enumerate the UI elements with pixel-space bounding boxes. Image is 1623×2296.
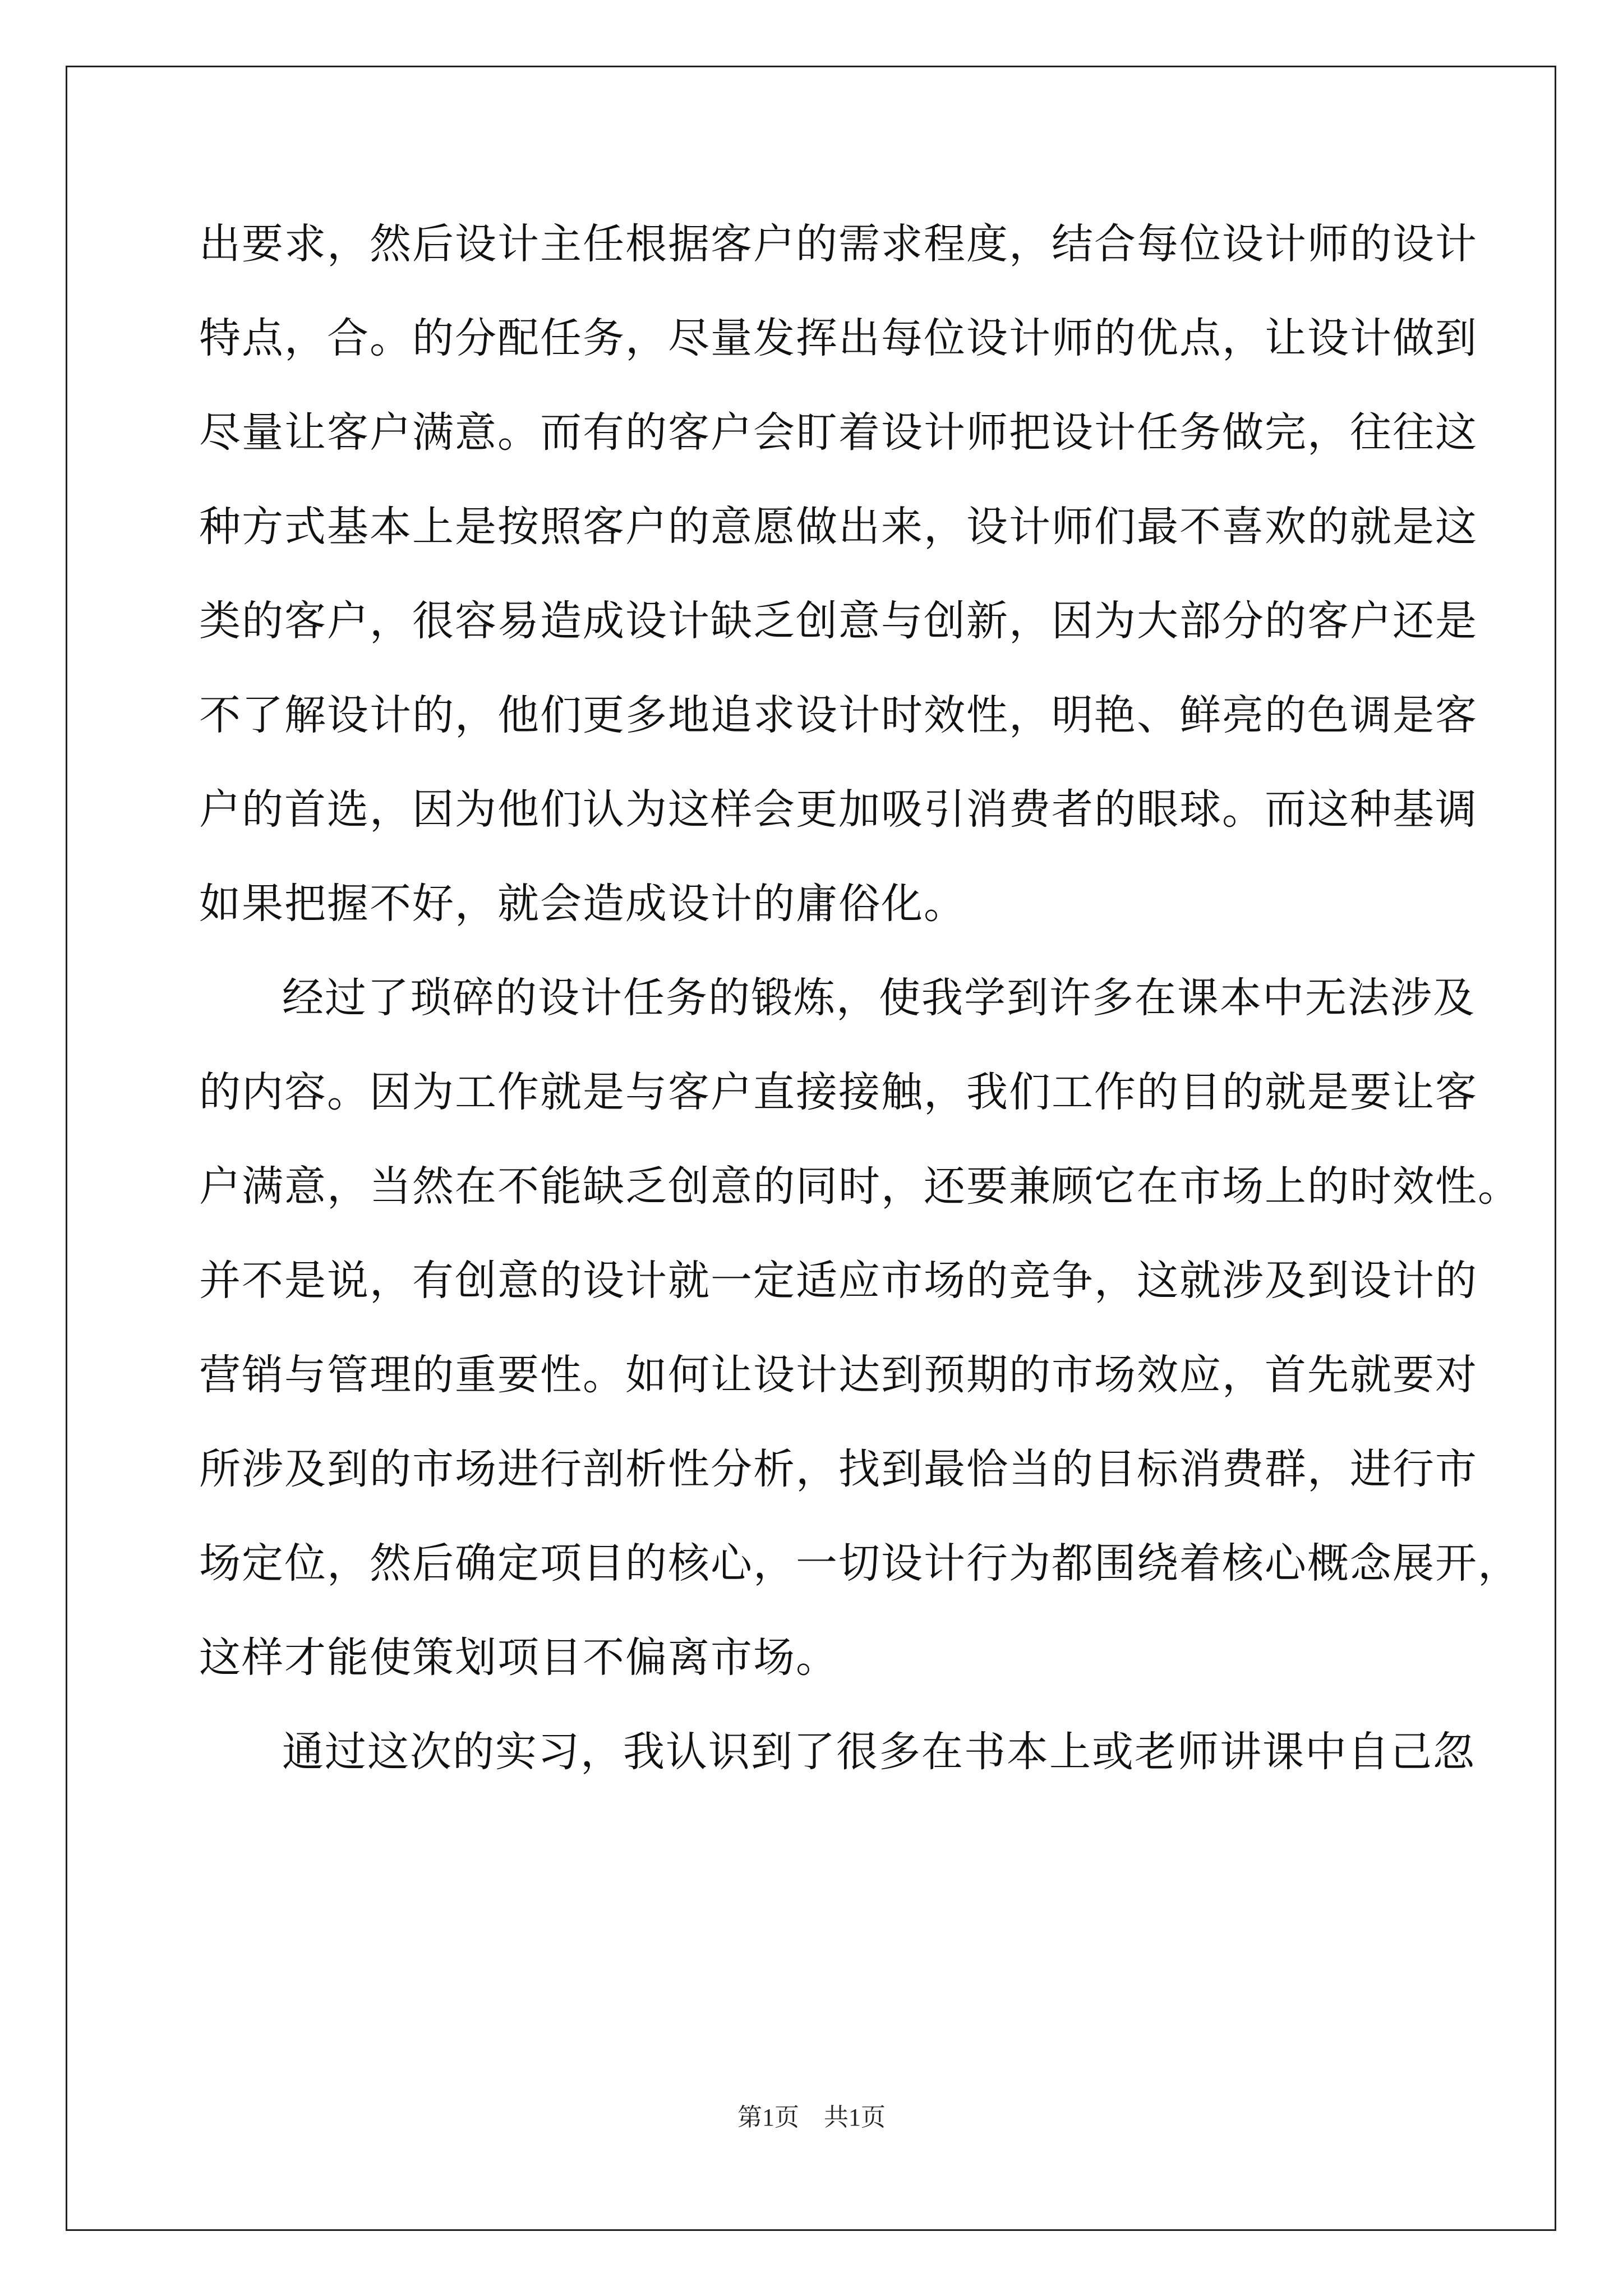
text-line: 类的客户，很容易造成设计缺乏创意与创新，因为大部分的客户还是 [199, 597, 1478, 645]
paragraph-start-line: 通过这次的实习，我认识到了很多在书本上或老师讲课中自己忽 [282, 1728, 1476, 1776]
text-line: 这样才能使策划项目不偏离市场。 [199, 1634, 838, 1682]
text-line: 不了解设计的，他们更多地追求设计时效性，明艳、鲜亮的色调是客 [199, 691, 1478, 739]
text-line: 场定位，然后确定项目的核心，一切设计行为都围绕着核心概念展开， [199, 1539, 1520, 1588]
text-line: 特点，合。的分配任务，尽量发挥出每位设计师的优点，让设计做到 [199, 314, 1478, 362]
text-line: 出要求，然后设计主任根据客户的需求程度，结合每位设计师的设计 [199, 220, 1478, 268]
paragraph-start-line: 经过了琐碎的设计任务的锻炼，使我学到许多在课本中无法涉及 [282, 974, 1476, 1022]
page-border [66, 66, 1556, 2231]
text-line: 户的首选，因为他们认为这样会更加吸引消费者的眼球。而这种基调 [199, 785, 1478, 834]
text-line: 种方式基本上是按照客户的意愿做出来，设计师们最不喜欢的就是这 [199, 503, 1478, 551]
text-line: 的内容。因为工作就是与客户直接接触，我们工作的目的就是要让客 [199, 1068, 1478, 1116]
text-line: 户满意，当然在不能缺乏创意的同时，还要兼顾它在市场上的时效性。 [199, 1162, 1520, 1211]
text-line: 并不是说，有创意的设计就一定适应市场的竞争，这就涉及到设计的 [199, 1257, 1478, 1305]
page-footer: 第1页 共1页 [737, 2104, 886, 2131]
text-line: 营销与管理的重要性。如何让设计达到预期的市场效应，首先就要对 [199, 1351, 1478, 1399]
text-line: 所涉及到的市场进行剖析性分析，找到最恰当的目标消费群，进行市 [199, 1445, 1478, 1493]
text-line: 如果把握不好，就会造成设计的庸俗化。 [199, 880, 966, 928]
text-line: 尽量让客户满意。而有的客户会盯着设计师把设计任务做完，往往这 [199, 408, 1478, 457]
